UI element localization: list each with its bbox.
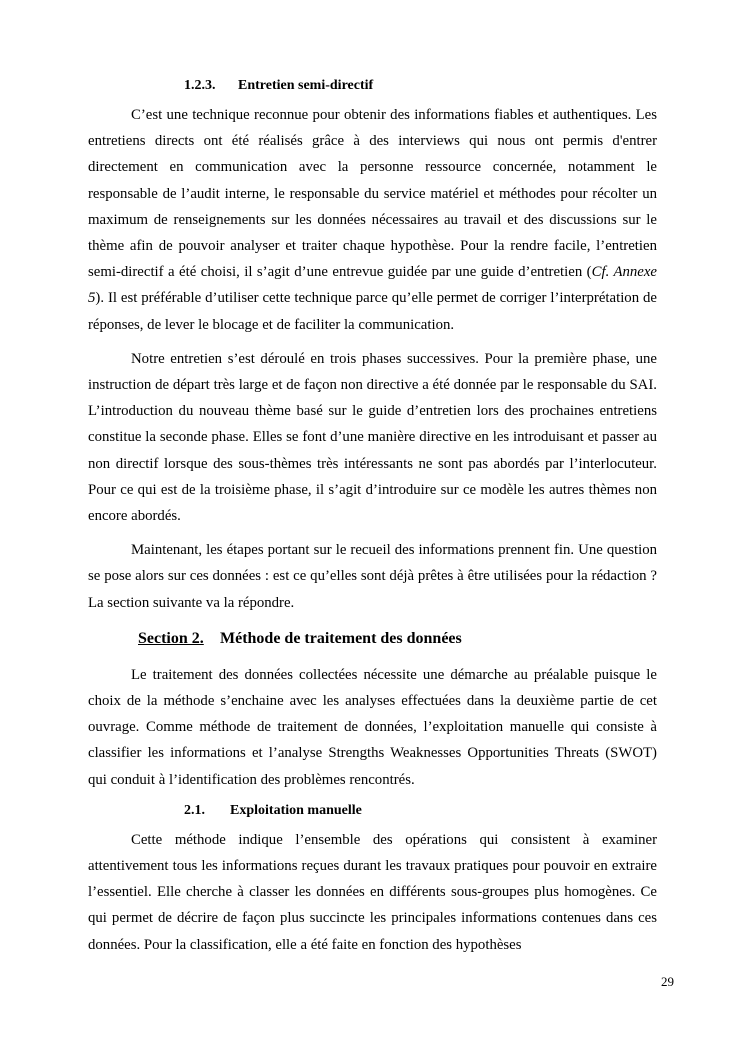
paragraph-text: ). Il est préférable d’utiliser cette technique parce qu’elle permet de corriger l’interprétation de réponses, de lever le blocage et de faciliter la communication. (88, 290, 657, 333)
page-content (88, 76, 657, 966)
section-title: Méthode de traitement des données (220, 629, 462, 647)
heading-number: 1.2.3. (184, 78, 216, 93)
heading-title: Entretien semi-directif (238, 78, 374, 93)
paragraph-entretien-phases: Notre entretien s’est déroulé en trois phases successives. Pour la première phase, une instruction de départ très large et de façon non directive a été donnée par le responsable du SAI. L’introduction du nouveau thème basé sur le guide d’entretien lors des prochaines entretiens constitue la seconde phase. Elles se font d’une manière directive en les introduisant et passer au non directif lorsque des sous-thèmes très intéressants ne sont pas abordés par l’interlocuteur. Pour ce qui est de la troisième phase, il s’agit d’introduire sur ce modèle les autres thèmes non encore abordés. (88, 350, 657, 525)
annex-citation: Cf. Annexe 5 (88, 264, 657, 307)
heading-number: 2.1. (184, 802, 205, 818)
heading-1-2-3 (88, 76, 657, 102)
heading-section-2 (88, 624, 657, 662)
paragraph-transition: Maintenant, les étapes portant sur le recueil des informations prennent fin. Une question se pose alors sur ces données : est ce qu’elles sont déjà prêtes à être utilisées pour la rédaction ? La section suivante va la répondre. (88, 542, 657, 611)
heading-2-1 (88, 801, 657, 827)
page-number: 29 (661, 974, 674, 989)
paragraph-traitement-donnees: Le traitement des données collectées nécessite une démarche au préalable puisque le choix de la méthode s’enchaine avec les analyses effectuées dans la deuxième partie de cet ouvrage. Comme méthode de traitement de données, l’exploitation manuelle qui consiste à classifier les informations et l’analyse Strengths Weaknesses Opportunities Threats (SWOT) qui conduit à l’identification des problèmes rencontrés. (88, 666, 657, 788)
heading-title: Exploitation manuelle (230, 802, 362, 818)
paragraph-entretien-definition (88, 102, 657, 338)
paragraph-exploitation-manuelle: Cette méthode indique l’ensemble des opérations qui consistent à examiner attentivement tous les informations reçues durant les travaux pratiques pour pouvoir en extraire l’essentiel. Elle cherche à classer les données en différents sous-groupes plus homogènes. Ce qui permet de décrire de façon plus succincte les principales informations contenues dans ces données. Pour la classification, elle a été faite en fonction des hypothèses (88, 831, 657, 953)
paragraph-text: C’est une technique reconnue pour obtenir des informations fiables et authentiques. Les entretiens directs ont été réalisés grâce à des interviews qui nous ont permis d'entrer directement en communication avec la personne ressource concernée, notamment le responsable de l’audit interne, le responsable du service matériel et méthodes pour récolter un maximum de renseignements sur les données nécessaires au travail et des discussions sur le thème afin de pouvoir analyser et traiter chaque hypothèse. Pour la rendre facile, l’entretien semi-directif a été choisi, il s’agit d’une entrevue guidée par une guide d’entretien ( (88, 107, 657, 281)
section-number: Section 2. (138, 629, 204, 647)
